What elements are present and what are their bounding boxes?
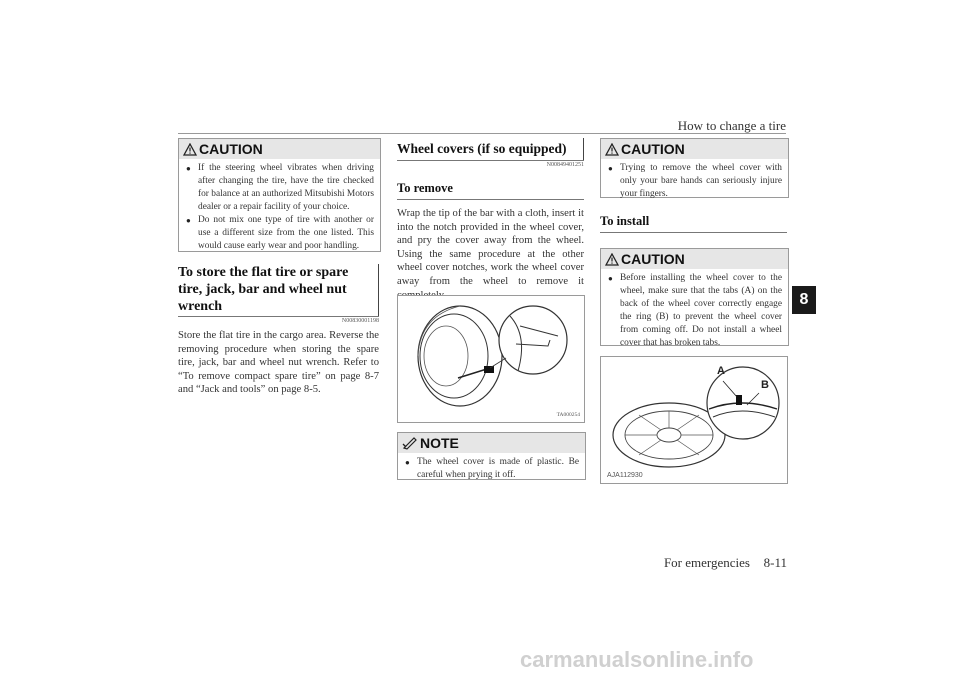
subheading-rule xyxy=(397,199,584,200)
caution-heading xyxy=(601,249,788,269)
note-box xyxy=(397,432,586,480)
label-a: A xyxy=(717,365,725,377)
section-title-wheel-covers: Wheel covers (if so equipped) xyxy=(397,141,567,156)
watermark-text: carmanualsonline.info xyxy=(520,647,754,672)
page-header-title: How to change a tire xyxy=(677,118,786,133)
label-b: B xyxy=(761,379,769,391)
subheading-to-remove: To remove xyxy=(397,181,453,195)
caution-label: CAUTION xyxy=(621,141,685,157)
figure-code: TA000254 xyxy=(556,412,580,418)
caution-heading xyxy=(601,139,788,159)
section-title-rule xyxy=(178,316,379,317)
pencil-icon xyxy=(402,437,418,450)
caution-item: ● Before installing the wheel cover to the wheel, make sure that the tabs (A) on the back of the wheel cover correctly engage the ring (B) to prevent the wheel cover from coming off. Do not install a wheel cover that has broken tabs. xyxy=(607,272,782,350)
section-code: N00849401251 xyxy=(546,162,584,168)
store-tire-body: Store the flat tire in the cargo area. Reverse the removing procedure when storing the spare tire, jack, bar and wheel nut wrench. Refer to “To remove compact spare tire” on page 8-7 and “Jack and tools” on page 8-5. xyxy=(178,330,379,396)
caution-item: ● Do not mix one type of tire with another or use a different size from the one listed. This would cause early wear and poor handling. xyxy=(185,214,374,253)
subheading-to-install: To install xyxy=(600,214,650,228)
wheel-cover-removal-illustration xyxy=(398,296,584,422)
right-caution-box-bottom xyxy=(600,248,789,346)
footer-page-number: 8-11 xyxy=(763,555,787,570)
caution-heading xyxy=(179,139,380,159)
section-code: N00830001198 xyxy=(341,318,379,324)
caution-label: CAUTION xyxy=(199,141,263,157)
caution-item: ● If the steering wheel vibrates when driving after changing the tire, have the tire checked for balance at an authorized Mitsubishi Motors dealer or a repair facility of your choice. xyxy=(185,162,374,214)
caution-item: ● Trying to remove the wheel cover with only your bare hands can seriously injure your fingers. xyxy=(607,162,782,201)
figure-code: AJA112930 xyxy=(607,472,643,479)
section-title-store-tire: To store the flat tire or spare tire, jack, bar and wheel nut wrench xyxy=(178,265,349,314)
left-caution-box xyxy=(178,138,381,252)
header-rule xyxy=(178,133,786,134)
warning-triangle-icon xyxy=(605,143,619,156)
warning-triangle-icon xyxy=(183,143,197,156)
note-item: ● The wheel cover is made of plastic. Be careful when prying it off. xyxy=(404,456,579,482)
note-heading xyxy=(398,433,585,453)
wheel-covers-title-rule xyxy=(397,160,584,161)
wheel-covers-title-bar xyxy=(583,138,584,160)
footer-section-label: For emergencies xyxy=(663,555,750,570)
subheading-rule xyxy=(600,232,787,233)
section-title-bar xyxy=(378,264,379,316)
to-remove-body: Wrap the tip of the bar with a cloth, insert it into the notch provided in the wheel cover, and pry the cover away from the wheel. Using the same procedure at the other wheel cover notches, work the wheel cover away from the wheel to remove it xyxy=(397,208,584,287)
right-caution-box-top xyxy=(600,138,789,198)
wheel-cover-removal-figure xyxy=(397,295,585,423)
note-label: NOTE xyxy=(420,435,459,451)
wheel-cover-tabs-illustration xyxy=(601,357,787,483)
warning-triangle-icon xyxy=(605,253,619,266)
chapter-tab: 8 xyxy=(792,286,816,314)
caution-label: CAUTION xyxy=(621,251,685,267)
wheel-cover-install-figure xyxy=(600,356,788,484)
